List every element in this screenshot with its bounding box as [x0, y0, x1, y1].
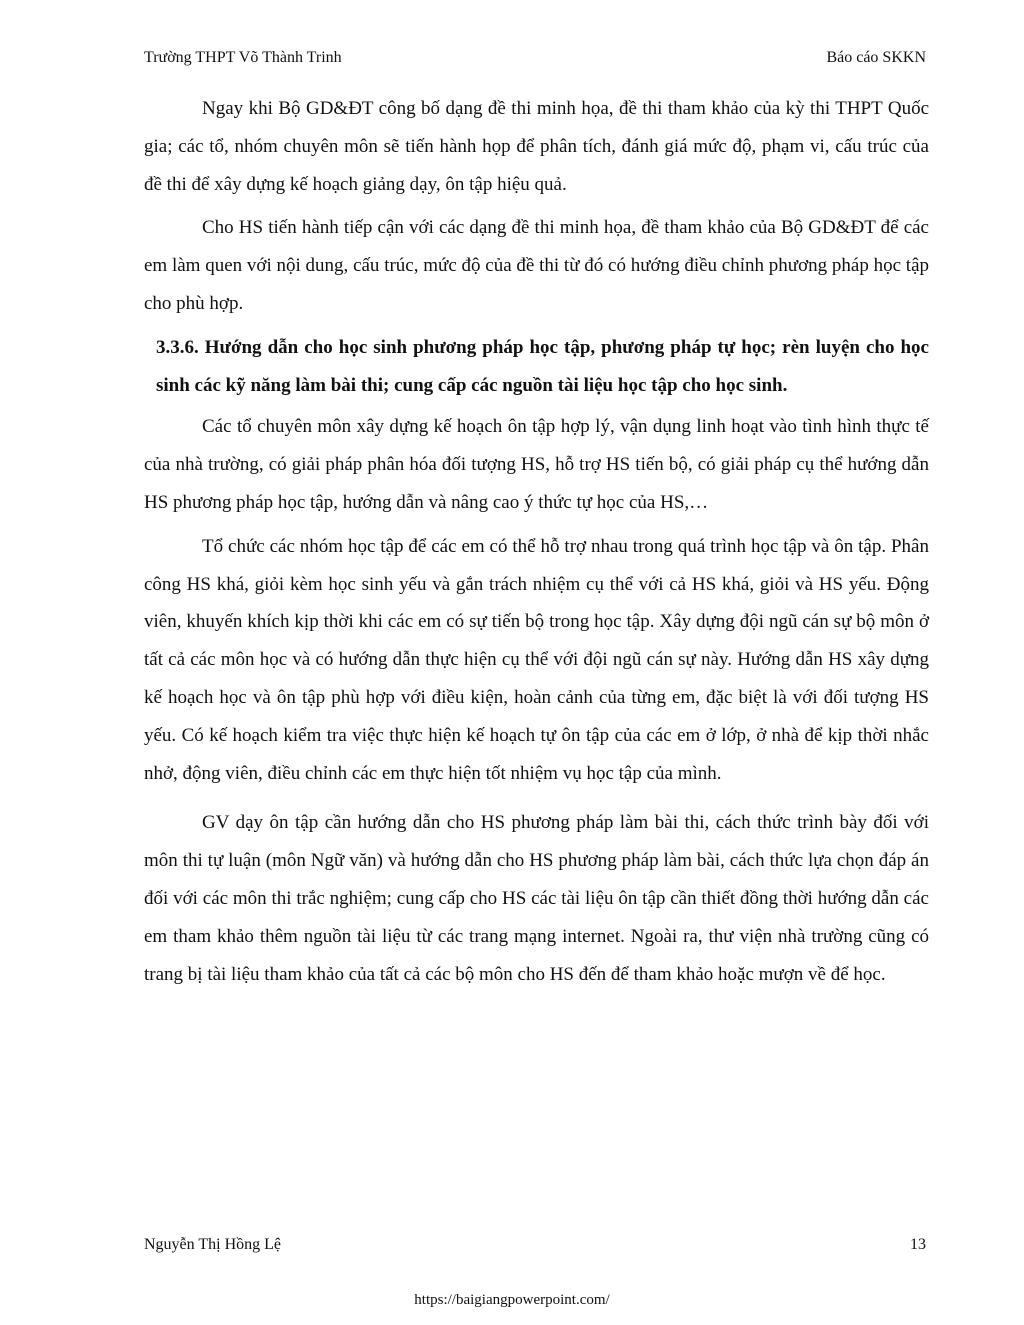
page-body	[144, 90, 929, 999]
page-footer	[144, 1235, 926, 1255]
section-heading: 3.3.6. Hướng dẫn cho học sinh phương pháp học tập, phương pháp tự học; rèn luyện cho học sinh các kỹ năng làm bài thi; cung cấp các nguồn tài liệu học tập cho học sinh.	[156, 336, 929, 396]
body-paragraph: GV dạy ôn tập cần hướng dẫn cho HS phương pháp làm bài thi, cách thức trình bày đối với môn thi tự luận (môn Ngữ văn) và hướng dẫn cho HS phương pháp làm bài, cách thức lựa chọn đáp án đối với các môn thi trắc nghiệm; cung cấp cho HS các tài liệu ôn tập cần thiết đồng thời hướng dẫn các em tham khảo thêm nguồn tài liệu từ các trang mạng internet. Ngoài ra, thư viện nhà trường cũng có trang bị tài liệu tham khảo của tất cả các bộ môn cho HS đến để tham khảo hoặc mượn về để học.	[144, 812, 929, 985]
body-paragraph: Ngay khi Bộ GD&ĐT công bố dạng đề thi minh họa, đề thi tham khảo của kỳ thi THPT Quốc gia; các tổ, nhóm chuyên môn sẽ tiến hành họp để phân tích, đánh giá mức độ, phạm vi, cấu trúc của đề thi để xây dựng kế hoạch giảng dạy, ôn tập hiệu quả.	[144, 98, 929, 195]
page-number: 13	[910, 1236, 926, 1253]
page-header	[144, 48, 926, 68]
source-url: https://baigiangpowerpoint.com/	[414, 1292, 610, 1308]
body-paragraph: Cho HS tiến hành tiếp cận với các dạng đề thi minh họa, đề tham khảo của Bộ GD&ĐT để các em làm quen với nội dung, cấu trúc, mức độ của đề thi từ đó có hướng điều chỉnh phương pháp học tập cho phù hợp.	[144, 217, 929, 314]
header-report-title: Báo cáo SKKN	[826, 49, 926, 66]
body-paragraph: Tổ chức các nhóm học tập để các em có thể hỗ trợ nhau trong quá trình học tập và ôn tập. Phân công HS khá, giỏi kèm học sinh yếu và gắn trách nhiệm cụ thể với cả HS khá, giỏi và HS yếu. Động viên, khuyến khích kịp thời khi các em có sự tiến bộ trong học tập. Xây dựng đội ngũ cán sự bộ môn ở tất cả các môn học và có hướng dẫn thực hiện cụ thể với đội ngũ cán sự này. Hướng dẫn HS xây dựng kế hoạch học và ôn tập phù hợp với điều kiện, hoàn cảnh của từng em, đặc biệt là với đối tượng HS yếu. Có kế hoạch kiểm tra việc thực hiện kế hoạch tự ôn tập của các em ở lớp, ở nhà để kịp thời nhắc nhở, động viên, điều chỉnh các em thực hiện tốt nhiệm vụ học tập của mình.	[144, 535, 929, 784]
body-paragraph: Các tổ chuyên môn xây dựng kế hoạch ôn tập hợp lý, vận dụng linh hoạt vào tình hình thực tế của nhà trường, có giải pháp phân hóa đối tượng HS, hỗ trợ HS tiến bộ, có giải pháp cụ thể hướng dẫn HS phương pháp học tập, hướng dẫn và nâng cao ý thức tự học của HS,…	[144, 416, 929, 513]
header-school-name: Trường THPT Võ Thành Trinh	[144, 49, 342, 66]
footer-author: Nguyễn Thị Hồng Lệ	[144, 1236, 282, 1253]
